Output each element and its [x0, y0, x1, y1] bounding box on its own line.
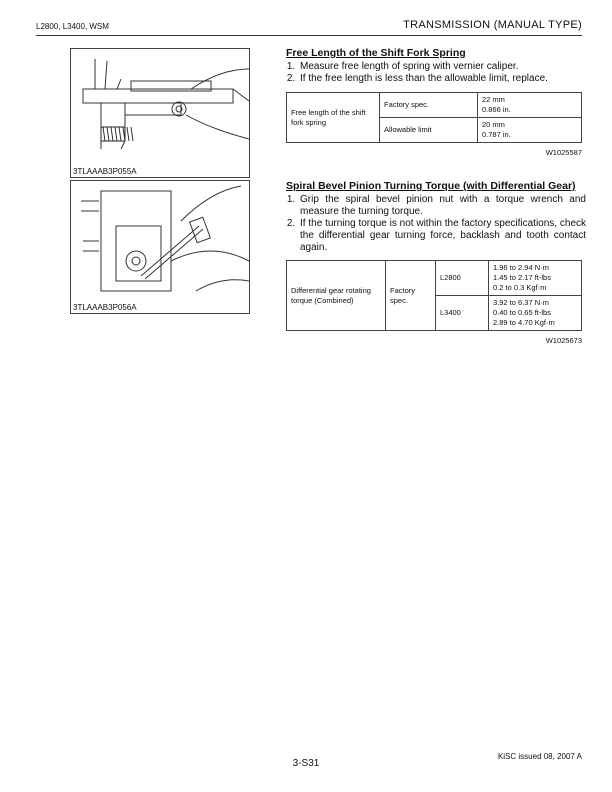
value-line: 0.787 in. — [482, 130, 511, 139]
spec-item: Differential gear rotating torque (Combined) — [287, 261, 386, 331]
figure-torque-wrench — [70, 180, 250, 314]
spec-value — [478, 118, 582, 143]
step: 1. Measure free length of spring with vernier caliper. — [298, 61, 586, 73]
figure-caption: 3TLAAAB3P055A — [73, 167, 137, 176]
value-line: 20 mm — [482, 120, 505, 129]
value-line: 0.866 in. — [482, 105, 511, 114]
step: 2. If the free length is less than the allowable limit, replace. — [298, 73, 586, 85]
step: 1. Grip the spiral bevel pinion nut with a torque wrench and measure the turning torque. — [298, 194, 586, 218]
model: L2800 — [436, 261, 489, 296]
spec-table — [286, 260, 582, 331]
page-number: 3-S31 — [292, 758, 320, 769]
value-line: 3.92 to 6.37 N·m — [493, 298, 549, 307]
steps-list — [284, 194, 586, 254]
reference-code: W1025673 — [545, 336, 582, 345]
spec-value — [489, 261, 582, 296]
model: L3400 — [436, 296, 489, 331]
spec-label: Allowable limit — [380, 118, 478, 143]
section-title: Spiral Bevel Pinion Turning Torque (with Differential Gear) — [286, 180, 576, 192]
steps-list — [284, 61, 586, 85]
spec-item: Free length of the shift fork spring — [287, 93, 380, 143]
header-section: TRANSMISSION (MANUAL TYPE) — [403, 19, 582, 31]
spec-label: Factory spec. — [386, 261, 436, 331]
step: 2. If the turning torque is not within the factory specifications, check the differential gear turning force, backlash and tooth contact again. — [298, 218, 586, 254]
value-line: 1.45 to 2.17 ft-lbs — [493, 273, 551, 282]
figure-caliper — [70, 48, 250, 178]
section-title: Free Length of the Shift Fork Spring — [286, 47, 466, 59]
spec-value — [478, 93, 582, 118]
spec-label: Factory spec. — [380, 93, 478, 118]
reference-code: W1025587 — [545, 148, 582, 157]
value-line: 0.2 to 0.3 Kgf·m — [493, 283, 547, 292]
figure-caption: 3TLAAAB3P056A — [73, 303, 137, 312]
vernier-caliper-icon — [71, 49, 249, 165]
spec-value — [489, 296, 582, 331]
value-line: 22 mm — [482, 95, 505, 104]
torque-wrench-icon — [71, 181, 249, 299]
value-line: 0.40 to 0.65 ft-lbs — [493, 308, 551, 317]
value-line: 1.96 to 2.94 N·m — [493, 263, 549, 272]
header-rule — [36, 35, 582, 36]
spec-table — [286, 92, 582, 143]
value-line: 2.89 to 4.70 Kgf·m — [493, 318, 555, 327]
header-model: L2800, L3400, WSM — [36, 22, 109, 31]
issue-note: KiSC issued 08, 2007 A — [497, 752, 582, 761]
